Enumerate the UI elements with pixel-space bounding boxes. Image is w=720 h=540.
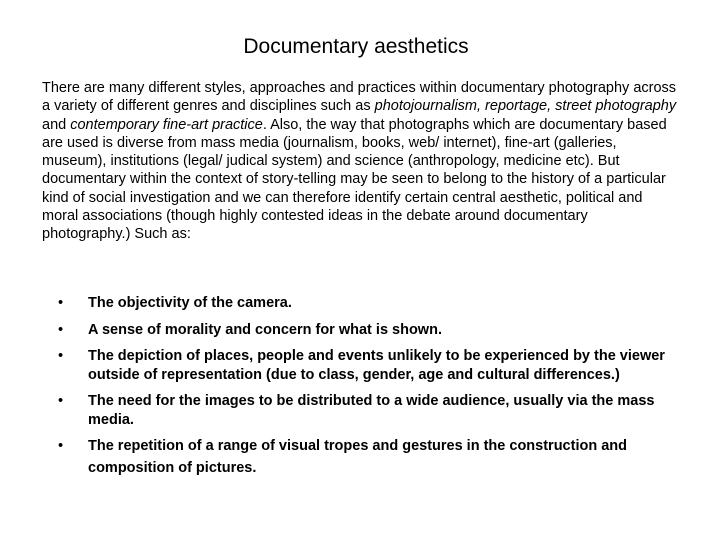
slide-title: Documentary aesthetics	[243, 35, 469, 58]
bullet-text: The objectivity of the camera.	[88, 295, 292, 311]
bullet-dot: •	[58, 321, 64, 338]
bullet-text: The depiction of places, people and events unlikely to be experienced by the viewer outside of representation (due to class, gender, age and cultural differences.)	[88, 348, 665, 383]
bullet-item	[58, 321, 690, 340]
intro-text-2: and	[42, 116, 71, 133]
bullet-item	[58, 392, 690, 429]
bullet-item	[58, 294, 690, 313]
bullet-dot: •	[58, 295, 64, 311]
intro-text-3: . Also, the way that photographs which are documentary based are used is diverse from mass media (journalism, books, web/ internet), fine-art (galleries, museum), institutions (legal/ judical system) and science (anthropology, medicine etc). But documentary within the context of story-telling may be seen to belong to the history of a particular kind of social investigation and we can therefore identify certain central aesthetic, political and moral associations (though highly contested ideas in the debate around documentary photography.) Such as:	[42, 116, 667, 243]
bullet-dot: •	[58, 348, 64, 364]
bullet-item	[58, 435, 690, 479]
intro-text-1: There are many different styles, approaches and practices within documentary photography across a variety of different genres and disciplines such as	[42, 80, 677, 115]
bullet-dot: •	[58, 393, 64, 409]
bullet-dot: •	[58, 438, 64, 454]
bullet-list	[58, 294, 690, 487]
bullet-text: The repetition of a range of visual tropes and gestures in the construction and composition of pictures.	[88, 438, 627, 476]
intro-paragraph	[42, 79, 678, 244]
bullet-text: A sense of morality and concern for what is shown.	[88, 321, 442, 338]
bullet-item	[58, 347, 690, 384]
bullet-text: The need for the images to be distributed to a wide audience, usually via the mass media.	[88, 393, 655, 428]
intro-italic-genres: photojournalism, reportage, street photography	[374, 98, 677, 115]
intro-italic-fine-art: contemporary fine-art practice	[70, 116, 263, 133]
